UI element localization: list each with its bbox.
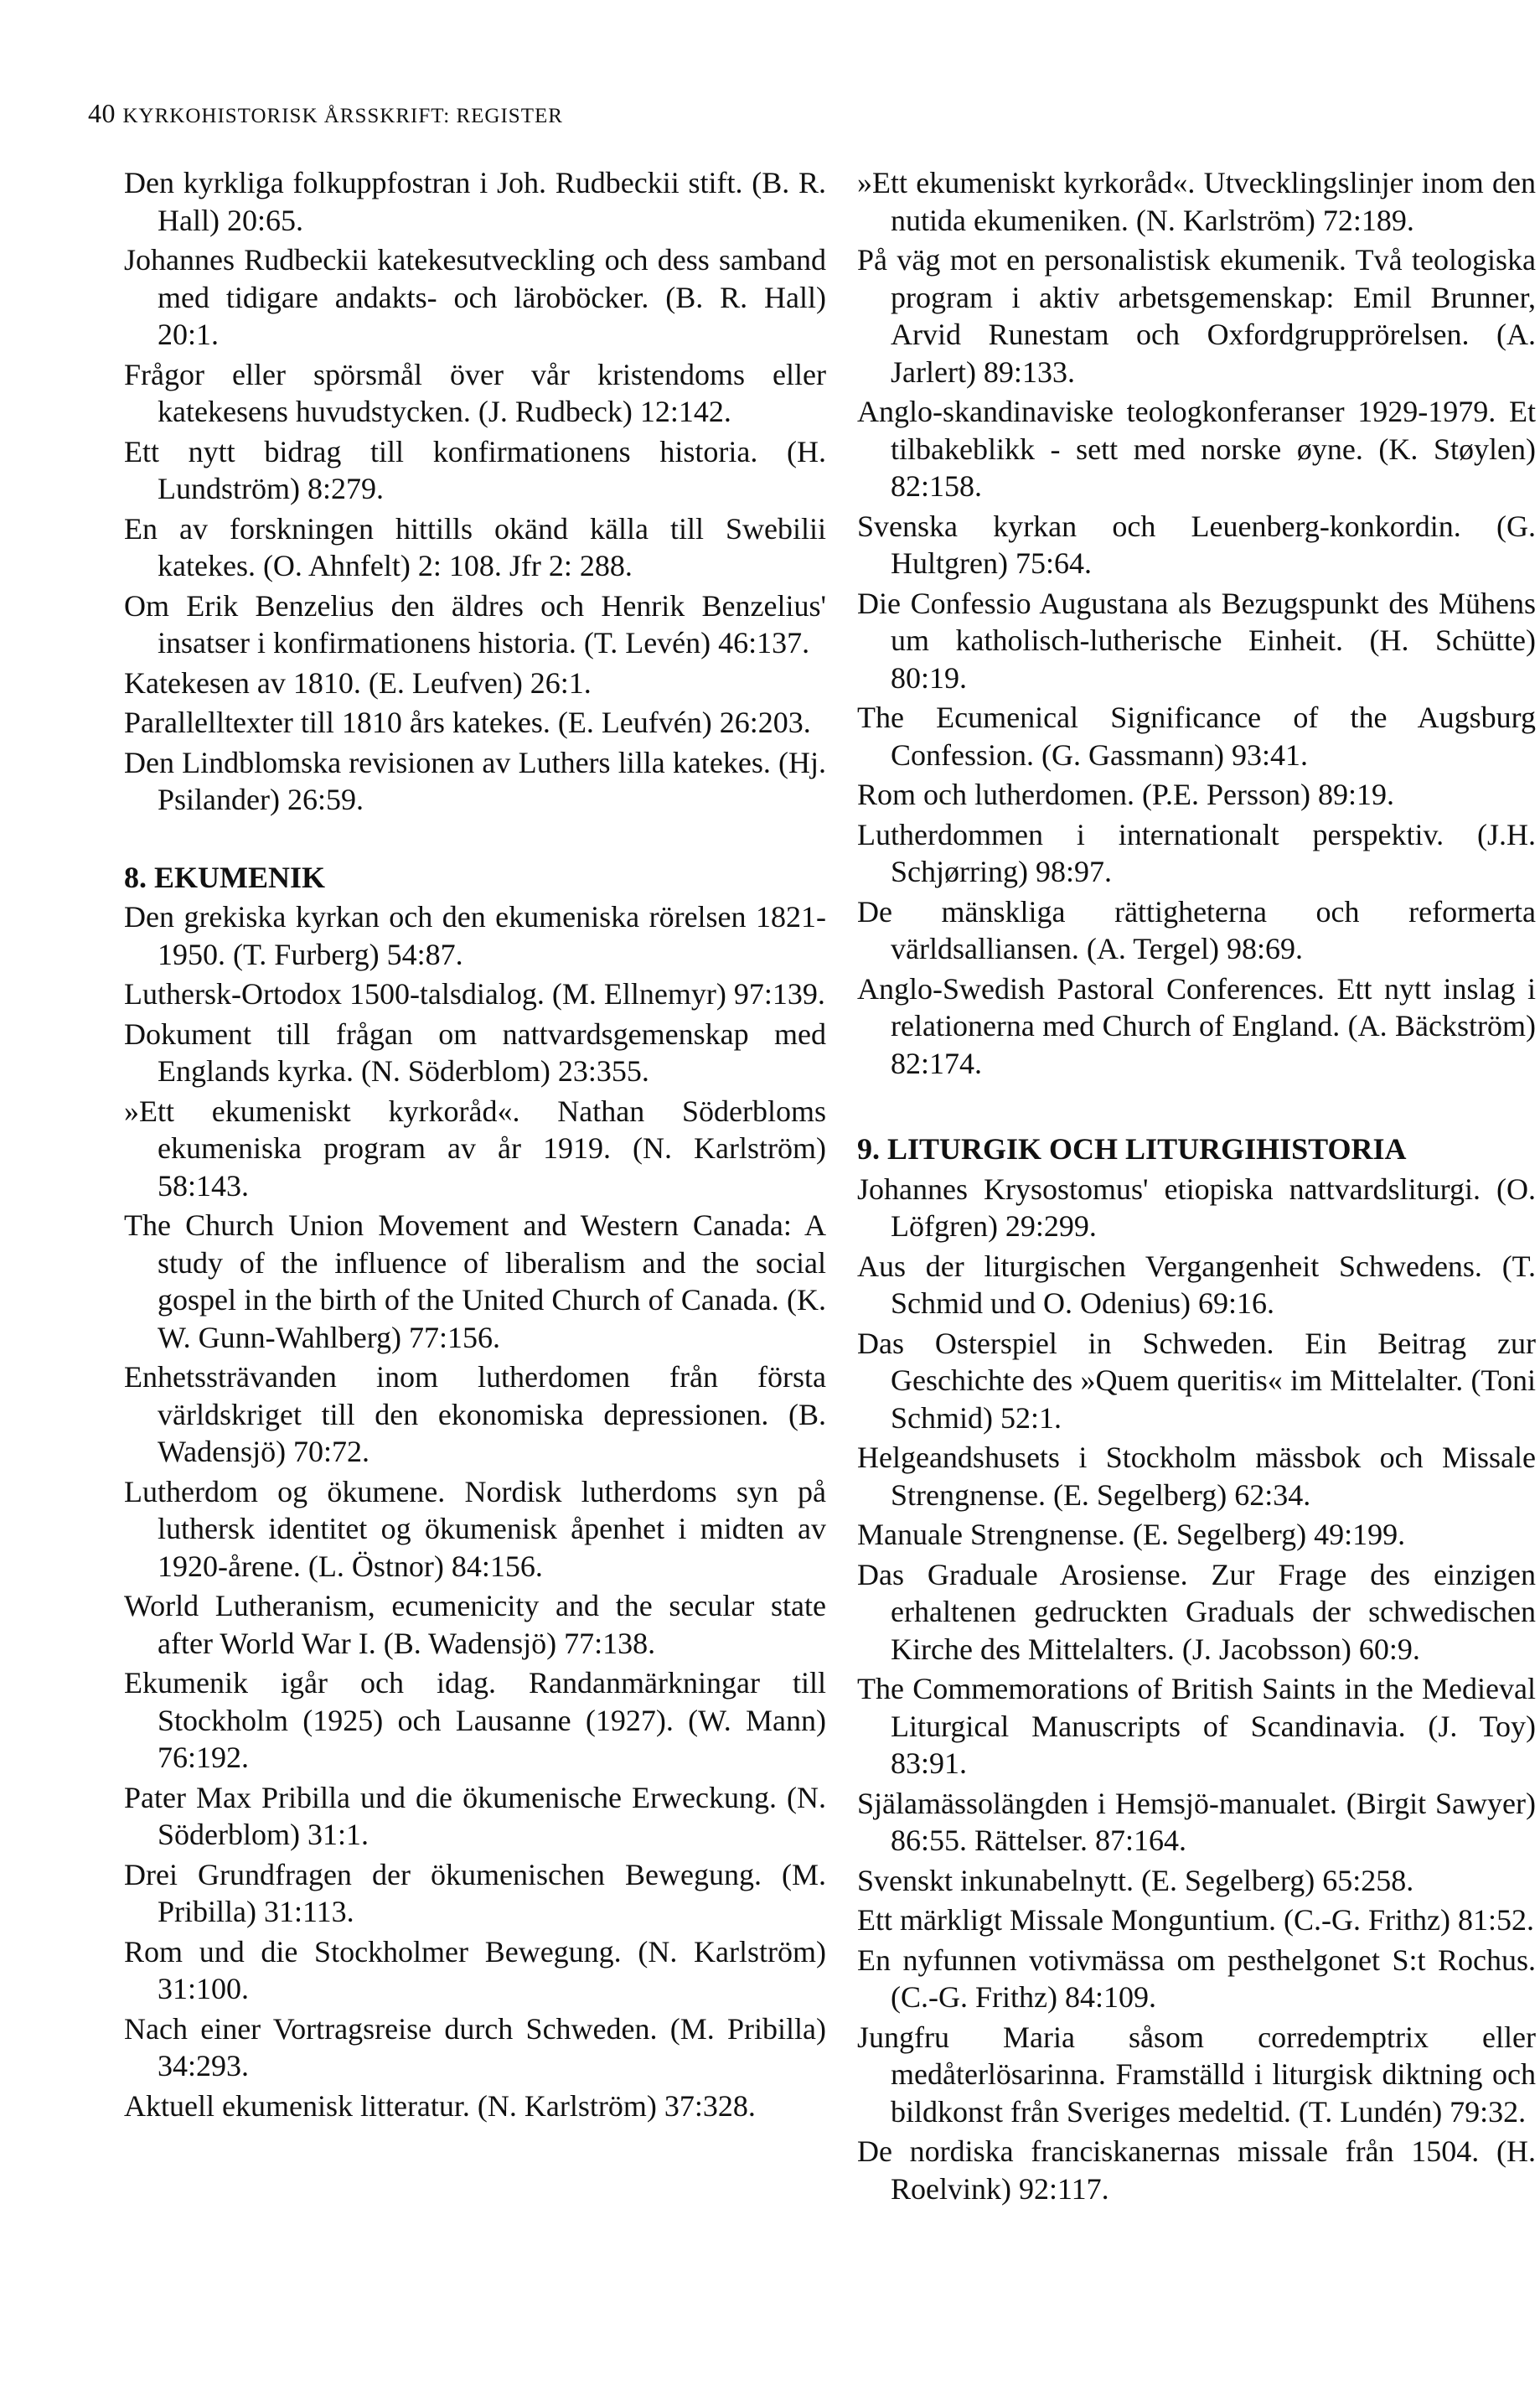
running-title: KYRKOHISTORISK ÅRSSKRIFT: REGISTER xyxy=(122,105,563,127)
index-entry: Den kyrkliga folkuppfostran i Joh. Rudbeckii stift. (B. R. Hall) 20:65. xyxy=(124,166,826,237)
index-entry: Pater Max Pribilla und die ökumenische Erweckung. (N. Söderblom) 31:1. xyxy=(124,1780,826,1851)
index-entry: Om Erik Benzelius den äldres och Henrik Benzelius' insatser i konfirmationens historia. (T. Levén) 46:137. xyxy=(124,588,826,660)
index-entry: Ett nytt bidrag till konfirmationens historia. (H. Lundström) 8:279. xyxy=(124,434,826,505)
index-entry: En av forskningen hittills okänd källa till Swebilii katekes. (O. Ahnfelt) 2: 108. Jfr 2: 288. xyxy=(124,511,826,582)
index-entry: Anglo-skandinaviske teologkonferanser 1929-1979. Et tilbakeblikk - sett med norske øyne. (K. Støylen) 82:158. xyxy=(857,395,1536,503)
index-entry: The Commemorations of British Saints in the Medieval Liturgical Manuscripts of Scandinavia. (J. Toy) 83:91. xyxy=(857,1672,1536,1780)
index-entry: Katekesen av 1810. (E. Leufven) 26:1. xyxy=(124,665,592,700)
index-entry: Das Graduale Arosiense. Zur Frage des einzigen erhaltenen gedruckten Graduals der schwedischen Kirche des Mittelalters. (J. Jacobsson) 60:9. xyxy=(857,1557,1536,1666)
right-column xyxy=(857,164,1536,2210)
index-entry: Das Osterspiel in Schweden. Ein Beitrag zur Geschichte des »Quem queritis« im Mittelalter. (Toni Schmid) 52:1. xyxy=(857,1326,1536,1435)
index-entry: En nyfunnen votivmässa om pesthelgonet S:t Rochus. (C.-G. Frithz) 84:109. xyxy=(857,1943,1536,2014)
index-entry: »Ett ekumeniskt kyrkoråd«. Utvecklingslinjer inom den nutida ekumeniken. (N. Karlström) 72:189. xyxy=(857,166,1536,237)
running-head xyxy=(88,96,563,133)
index-entry: Den grekiska kyrkan och den ekumeniska rörelsen 1821-1950. (T. Furberg) 54:87. xyxy=(124,900,826,971)
section-heading-ekumenik: 8. EKUMENIK xyxy=(124,860,326,894)
index-entry: The Ecumenical Significance of the Augsburg Confession. (G. Gassmann) 93:41. xyxy=(857,701,1536,772)
index-entry: Själamässolängden i Hemsjö-manualet. (Birgit Sawyer) 86:55. Rättelser. 87:164. xyxy=(857,1786,1536,1857)
index-entry: Manuale Strengnense. (E. Segelberg) 49:199. xyxy=(857,1518,1406,1551)
left-column xyxy=(124,164,826,2127)
index-entry: »Ett ekumeniskt kyrkoråd«. Nathan Söderbloms ekumeniska program av år 1919. (N. Karlström) 58:143. xyxy=(124,1094,826,1203)
index-entry: På väg mot en personalistisk ekumenik. Två teologiska program i aktiv arbetsgemenskap: Emil Brunner, Arvid Runestam och Oxfordgrupprörelsen. (A. Jarlert) 89:133. xyxy=(857,243,1536,389)
index-entry: Parallelltexter till 1810 års katekes. (E. Leufvén) 26:203. xyxy=(124,706,811,739)
index-entry: Aus der liturgischen Vergangenheit Schwedens. (T. Schmid und O. Odenius) 69:16. xyxy=(857,1249,1536,1320)
index-entry: Aktuell ekumenisk litteratur. (N. Karlström) 37:328. xyxy=(124,2088,756,2123)
index-entry: Rom und die Stockholmer Bewegung. (N. Karlström) 31:100. xyxy=(124,1934,826,2005)
index-entry: De nordiska franciskanernas missale från 1504. (H. Roelvink) 92:117. xyxy=(857,2134,1536,2206)
left-entries-before xyxy=(124,164,826,819)
index-entry: Johannes Krysostomus' etiopiska nattvardsliturgi. (O. Löfgren) 29:299. xyxy=(857,1172,1536,1243)
index-entry: Jungfru Maria såsom corredemptrix eller medåterlösarinna. Framställd i liturgisk diktning och bildkonst från Sveriges medeltid. (T. Lundén) 79:32. xyxy=(857,2020,1536,2129)
section-heading-liturgik: 9. LITURGIK OCH LITURGIHISTORIA xyxy=(857,1132,1407,1166)
index-entry: Drei Grundfragen der ökumenischen Bewegung. (M. Pribilla) 31:113. xyxy=(124,1857,826,1928)
left-entries-after xyxy=(124,898,826,2124)
index-entry: The Church Union Movement and Western Canada: A study of the influence of liberalism and the social gospel in the birth of the United Church of Canada. (K. W. Gunn-Wahlberg) 77:156. xyxy=(124,1208,826,1354)
index-entry: Anglo-Swedish Pastoral Conferences. Ett nytt inslag i relationerna med Church of England. (A. Bäckström) 82:174. xyxy=(857,971,1536,1080)
index-entry: Rom och lutherdomen. (P.E. Persson) 89:19. xyxy=(857,778,1394,811)
right-entries-after xyxy=(857,1171,1536,2208)
index-entry: Johannes Rudbeckii katekesutveckling och dess samband med tidigare andakts- och läroböcker. (B. R. Hall) 20:1. xyxy=(124,243,826,351)
index-entry: World Lutheranism, ecumenicity and the secular state after World War I. (B. Wadensjö) 77:138. xyxy=(124,1589,826,1660)
index-entry: Helgeandshusets i Stockholm mässbok och Missale Strengnense. (E. Segelberg) 62:34. xyxy=(857,1441,1536,1512)
page-number: 40 xyxy=(88,98,116,128)
index-entry: De mänskliga rättigheterna och reformerta världsalliansen. (A. Tergel) 98:69. xyxy=(857,894,1536,965)
right-entries-before xyxy=(857,164,1536,1082)
index-entry: Svenskt inkunabelnytt. (E. Segelberg) 65:258. xyxy=(857,1863,1414,1897)
index-entry: Ett märkligt Missale Monguntium. (C.-G. Frithz) 81:52. xyxy=(857,1903,1534,1937)
index-entry: Enhetssträvanden inom lutherdomen från första världskriget till den ekonomiska depressionen. (B. Wadensjö) 70:72. xyxy=(124,1360,826,1468)
index-entry: Den Lindblomska revisionen av Luthers lilla katekes. (Hj. Psilander) 26:59. xyxy=(124,745,826,816)
index-entry: Lutherdom og ökumene. Nordisk lutherdoms syn på luthersk identitet og ökumenisk åpenhet i midten av 1920-årene. (L. Östnor) 84:156. xyxy=(124,1474,826,1583)
index-entry: Svenska kyrkan och Leuenberg-konkordin. (G. Hultgren) 75:64. xyxy=(857,509,1536,580)
index-entry: Dokument till frågan om nattvardsgemenskap med Englands kyrka. (N. Söderblom) 23:355. xyxy=(124,1017,826,1088)
index-entry: Frågor eller spörsmål över vår kristendoms eller katekesens huvudstycken. (J. Rudbeck) 12:142. xyxy=(124,357,826,428)
index-entry: Die Confessio Augustana als Bezugspunkt des Mühens um katholisch-lutherische Einheit. (H. Schütte) 80:19. xyxy=(857,586,1536,695)
index-entry: Ekumenik igår och idag. Randanmärkningar till Stockholm (1925) och Lausanne (1927). (W. Mann) 76:192. xyxy=(124,1666,826,1774)
index-entry: Nach einer Vortragsreise durch Schweden. (M. Pribilla) 34:293. xyxy=(124,2011,826,2082)
index-entry: Lutherdommen i internationalt perspektiv. (J.H. Schjørring) 98:97. xyxy=(857,817,1536,888)
index-entry: Luthersk-Ortodox 1500-talsdialog. (M. Ellnemyr) 97:139. xyxy=(124,977,825,1011)
